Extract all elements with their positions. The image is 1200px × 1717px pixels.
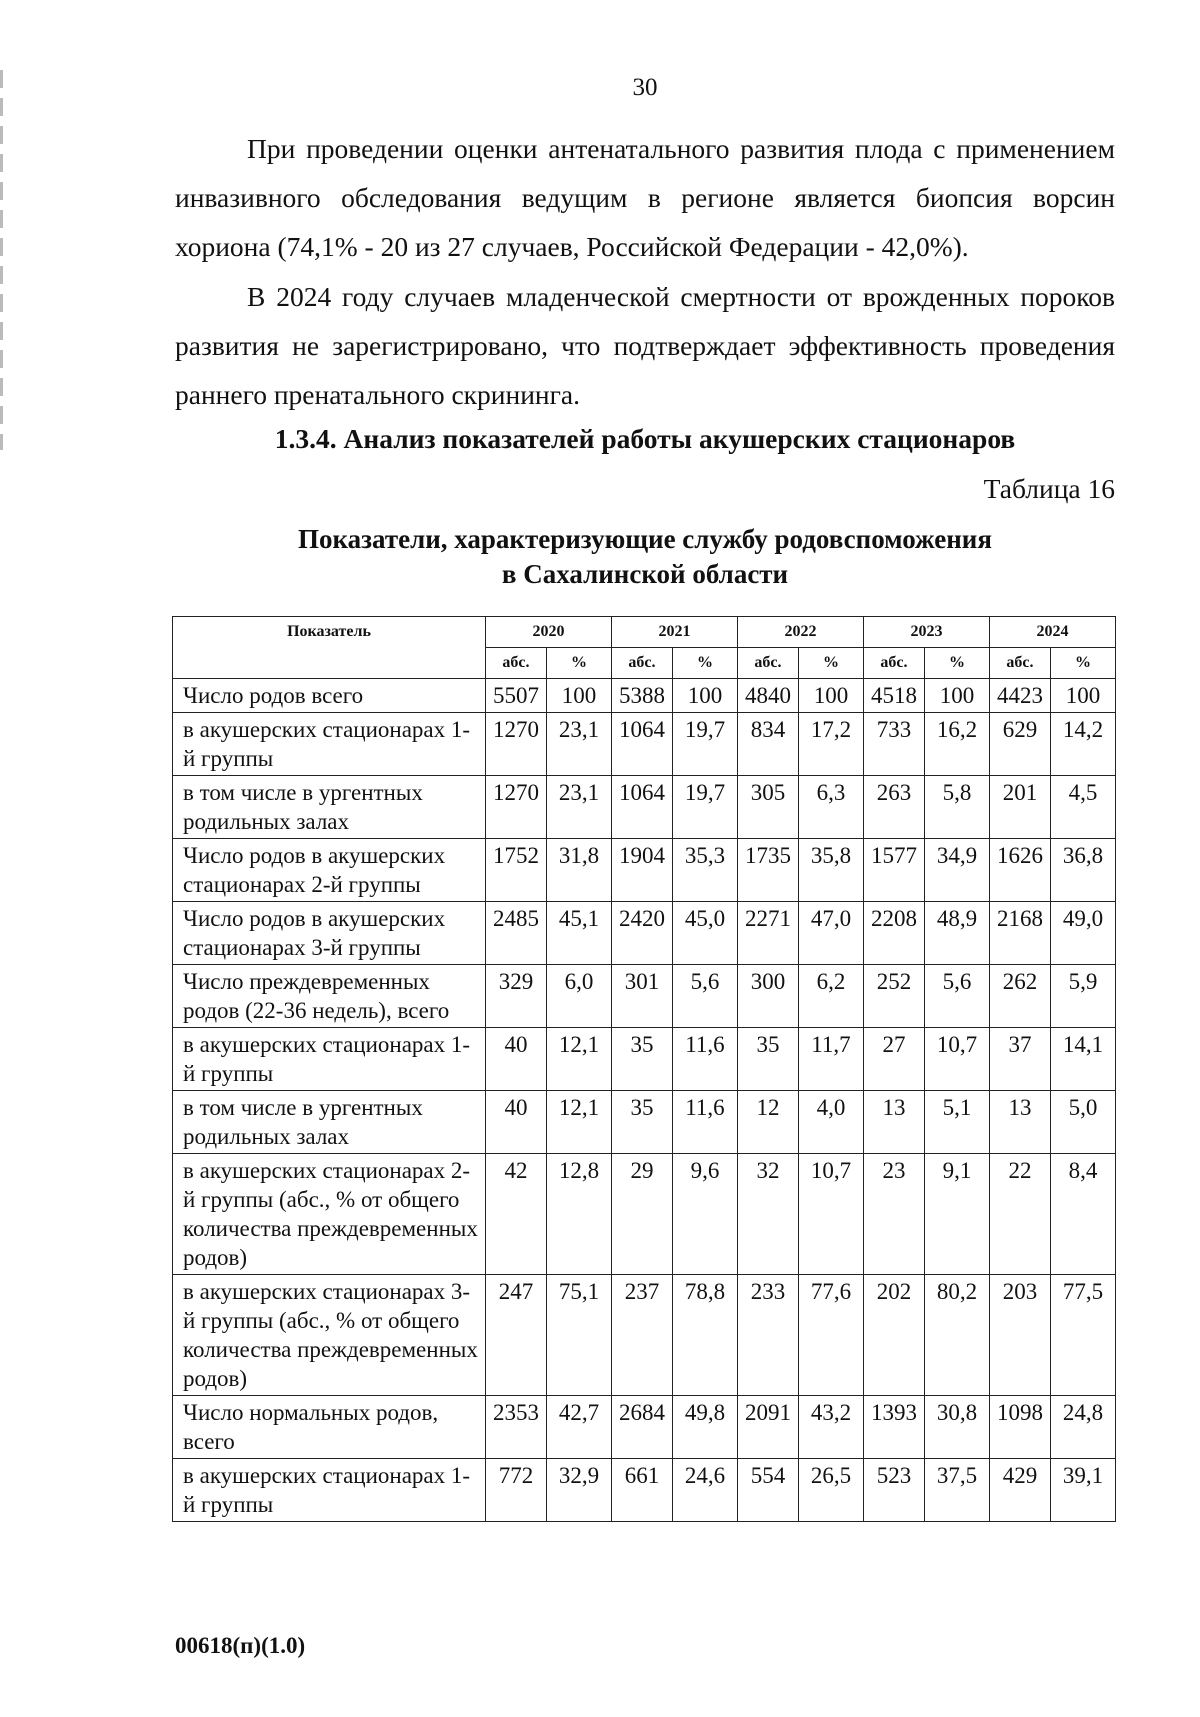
cell-abs: 1064 (611, 713, 672, 776)
cell-pct: 12,1 (546, 1028, 611, 1091)
cell-abs: 237 (611, 1275, 672, 1396)
paragraph-2-text: В 2024 году случаев младенческой смертности от врожденных пороков развития не зарегистрировано, что подтверждает эффективность проведения раннего пренатального скрининга. (175, 281, 1115, 410)
indicators-table (172, 616, 1116, 1522)
cell-abs: 32 (737, 1154, 798, 1275)
cell-pct: 35,8 (798, 839, 863, 902)
cell-abs: 523 (863, 1459, 924, 1522)
cell-pct: 11,6 (672, 1091, 737, 1154)
cell-abs: 2353 (485, 1396, 546, 1459)
cell-pct: 14,2 (1050, 713, 1115, 776)
cell-pct: 47,0 (798, 902, 863, 965)
header-abs: абс. (611, 648, 672, 679)
cell-abs: 2208 (863, 902, 924, 965)
cell-pct: 100 (546, 679, 611, 713)
cell-abs: 5388 (611, 679, 672, 713)
table-title (175, 522, 1115, 592)
cell-abs: 37 (989, 1028, 1050, 1091)
cell-abs: 23 (863, 1154, 924, 1275)
row-label: в акушерских стационарах 2-й группы (абс., % от общего количества преждевременных родов) (173, 1154, 486, 1275)
cell-abs: 40 (485, 1091, 546, 1154)
cell-pct: 11,6 (672, 1028, 737, 1091)
row-label: в акушерских стационарах 3-й группы (абс., % от общего количества преждевременных родов) (173, 1275, 486, 1396)
cell-pct: 39,1 (1050, 1459, 1115, 1522)
cell-abs: 35 (737, 1028, 798, 1091)
cell-pct: 10,7 (924, 1028, 989, 1091)
cell-abs: 13 (863, 1091, 924, 1154)
cell-pct: 42,7 (546, 1396, 611, 1459)
cell-pct: 31,8 (546, 839, 611, 902)
table-row (173, 1091, 1116, 1154)
cell-abs: 263 (863, 776, 924, 839)
cell-pct: 100 (798, 679, 863, 713)
cell-abs: 12 (737, 1091, 798, 1154)
header-year-2021: 2021 (611, 617, 737, 648)
cell-abs: 5507 (485, 679, 546, 713)
cell-abs: 834 (737, 713, 798, 776)
cell-abs: 247 (485, 1275, 546, 1396)
cell-pct: 12,1 (546, 1091, 611, 1154)
cell-abs: 2091 (737, 1396, 798, 1459)
header-year-2024: 2024 (989, 617, 1115, 648)
cell-abs: 35 (611, 1028, 672, 1091)
cell-pct: 6,3 (798, 776, 863, 839)
cell-pct: 6,2 (798, 965, 863, 1028)
header-pct: % (1050, 648, 1115, 679)
header-pct: % (798, 648, 863, 679)
table-row (173, 679, 1116, 713)
cell-pct: 14,1 (1050, 1028, 1115, 1091)
cell-abs: 2168 (989, 902, 1050, 965)
cell-abs: 42 (485, 1154, 546, 1275)
cell-pct: 75,1 (546, 1275, 611, 1396)
header-abs: абс. (737, 648, 798, 679)
cell-pct: 45,0 (672, 902, 737, 965)
table-row (173, 1275, 1116, 1396)
table-row (173, 1396, 1116, 1459)
row-label: Число нормальных родов, всего (173, 1396, 486, 1459)
table-label: Таблица 16 (983, 473, 1115, 504)
cell-abs: 1064 (611, 776, 672, 839)
paragraph-2 (175, 272, 1115, 419)
cell-pct: 5,1 (924, 1091, 989, 1154)
table-row (173, 965, 1116, 1028)
cell-pct: 6,0 (546, 965, 611, 1028)
cell-pct: 77,6 (798, 1275, 863, 1396)
cell-pct: 5,0 (1050, 1091, 1115, 1154)
table-row (173, 1154, 1116, 1275)
cell-pct: 80,2 (924, 1275, 989, 1396)
cell-pct: 12,8 (546, 1154, 611, 1275)
header-indicator: Показатель (173, 617, 486, 679)
table-row (173, 1028, 1116, 1091)
row-label: Число родов в акушерских стационарах 3-й группы (173, 902, 486, 965)
cell-abs: 4518 (863, 679, 924, 713)
cell-pct: 5,6 (924, 965, 989, 1028)
cell-pct: 77,5 (1050, 1275, 1115, 1396)
header-abs: абс. (863, 648, 924, 679)
section-heading: 1.3.4. Анализ показателей работы акушерских стационаров (274, 423, 1016, 454)
document-code: 00618(п)(1.0) (175, 1633, 306, 1658)
page-number: 30 (632, 74, 658, 101)
row-label: в том числе в ургентных родильных залах (173, 1091, 486, 1154)
cell-abs: 733 (863, 713, 924, 776)
cell-abs: 29 (611, 1154, 672, 1275)
table-title-line-1: Показатели, характеризующие службу родовспоможения (298, 524, 992, 554)
header-pct: % (924, 648, 989, 679)
cell-pct: 23,1 (546, 713, 611, 776)
cell-abs: 305 (737, 776, 798, 839)
cell-abs: 301 (611, 965, 672, 1028)
cell-pct: 9,1 (924, 1154, 989, 1275)
cell-abs: 429 (989, 1459, 1050, 1522)
cell-pct: 16,2 (924, 713, 989, 776)
cell-abs: 4423 (989, 679, 1050, 713)
cell-abs: 2485 (485, 902, 546, 965)
header-pct: % (672, 648, 737, 679)
cell-abs: 300 (737, 965, 798, 1028)
row-label: в акушерских стационарах 1-й группы (173, 1459, 486, 1522)
cell-abs: 201 (989, 776, 1050, 839)
header-pct: % (546, 648, 611, 679)
cell-abs: 1270 (485, 776, 546, 839)
cell-abs: 1577 (863, 839, 924, 902)
cell-pct: 49,8 (672, 1396, 737, 1459)
cell-pct: 43,2 (798, 1396, 863, 1459)
cell-pct: 45,1 (546, 902, 611, 965)
cell-abs: 4840 (737, 679, 798, 713)
paragraph-1 (175, 124, 1115, 271)
cell-pct: 4,0 (798, 1091, 863, 1154)
table-row (173, 713, 1116, 776)
cell-abs: 13 (989, 1091, 1050, 1154)
cell-abs: 203 (989, 1275, 1050, 1396)
cell-pct: 23,1 (546, 776, 611, 839)
cell-pct: 5,9 (1050, 965, 1115, 1028)
cell-pct: 78,8 (672, 1275, 737, 1396)
cell-pct: 19,7 (672, 776, 737, 839)
cell-pct: 34,9 (924, 839, 989, 902)
cell-pct: 100 (672, 679, 737, 713)
cell-pct: 26,5 (798, 1459, 863, 1522)
cell-pct: 36,8 (1050, 839, 1115, 902)
row-label: Число родов всего (173, 679, 486, 713)
row-label: Число родов в акушерских стационарах 2-й группы (173, 839, 486, 902)
row-label: в том числе в ургентных родильных залах (173, 776, 486, 839)
cell-abs: 2420 (611, 902, 672, 965)
cell-abs: 1626 (989, 839, 1050, 902)
cell-pct: 100 (924, 679, 989, 713)
cell-pct: 100 (1050, 679, 1115, 713)
cell-pct: 4,5 (1050, 776, 1115, 839)
cell-pct: 24,8 (1050, 1396, 1115, 1459)
cell-pct: 9,6 (672, 1154, 737, 1275)
cell-abs: 554 (737, 1459, 798, 1522)
table-row (173, 839, 1116, 902)
table-row (173, 776, 1116, 839)
cell-pct: 19,7 (672, 713, 737, 776)
cell-abs: 2271 (737, 902, 798, 965)
cell-pct: 8,4 (1050, 1154, 1115, 1275)
cell-abs: 35 (611, 1091, 672, 1154)
cell-pct: 32,9 (546, 1459, 611, 1522)
cell-abs: 202 (863, 1275, 924, 1396)
table-header (173, 617, 1116, 679)
header-year-2022: 2022 (737, 617, 863, 648)
cell-pct: 30,8 (924, 1396, 989, 1459)
row-label: в акушерских стационарах 1-й группы (173, 713, 486, 776)
cell-pct: 49,0 (1050, 902, 1115, 965)
cell-abs: 1270 (485, 713, 546, 776)
cell-abs: 252 (863, 965, 924, 1028)
header-abs: абс. (989, 648, 1050, 679)
cell-abs: 1904 (611, 839, 672, 902)
header-year-2023: 2023 (863, 617, 989, 648)
cell-abs: 661 (611, 1459, 672, 1522)
cell-abs: 262 (989, 965, 1050, 1028)
cell-abs: 22 (989, 1154, 1050, 1275)
cell-abs: 1735 (737, 839, 798, 902)
row-label: в акушерских стационарах 1-й группы (173, 1028, 486, 1091)
header-abs: абс. (485, 648, 546, 679)
cell-abs: 1098 (989, 1396, 1050, 1459)
cell-abs: 329 (485, 965, 546, 1028)
cell-abs: 40 (485, 1028, 546, 1091)
cell-pct: 11,7 (798, 1028, 863, 1091)
table-header-row-years (173, 617, 1116, 648)
cell-abs: 629 (989, 713, 1050, 776)
scan-margin-marks (0, 70, 3, 450)
table-row (173, 902, 1116, 965)
cell-abs: 233 (737, 1275, 798, 1396)
cell-pct: 24,6 (672, 1459, 737, 1522)
cell-pct: 10,7 (798, 1154, 863, 1275)
cell-abs: 1393 (863, 1396, 924, 1459)
row-label: Число преждевременных родов (22-36 недель), всего (173, 965, 486, 1028)
table-title-line-2: в Сахалинской области (501, 559, 789, 589)
cell-abs: 772 (485, 1459, 546, 1522)
header-year-2020: 2020 (485, 617, 611, 648)
cell-pct: 48,9 (924, 902, 989, 965)
cell-pct: 17,2 (798, 713, 863, 776)
cell-pct: 35,3 (672, 839, 737, 902)
cell-abs: 27 (863, 1028, 924, 1091)
table-body (173, 679, 1116, 1522)
table-row (173, 1459, 1116, 1522)
paragraph-1-text: При проведении оценки антенатального развития плода с применением инвазивного обследования ведущим в регионе является биопсия ворсин хориона (74,1% - 20 из 27 случаев, Российской Федерации - 42,0%). (175, 133, 1115, 262)
cell-pct: 5,6 (672, 965, 737, 1028)
cell-pct: 37,5 (924, 1459, 989, 1522)
cell-pct: 5,8 (924, 776, 989, 839)
cell-abs: 1752 (485, 839, 546, 902)
cell-abs: 2684 (611, 1396, 672, 1459)
